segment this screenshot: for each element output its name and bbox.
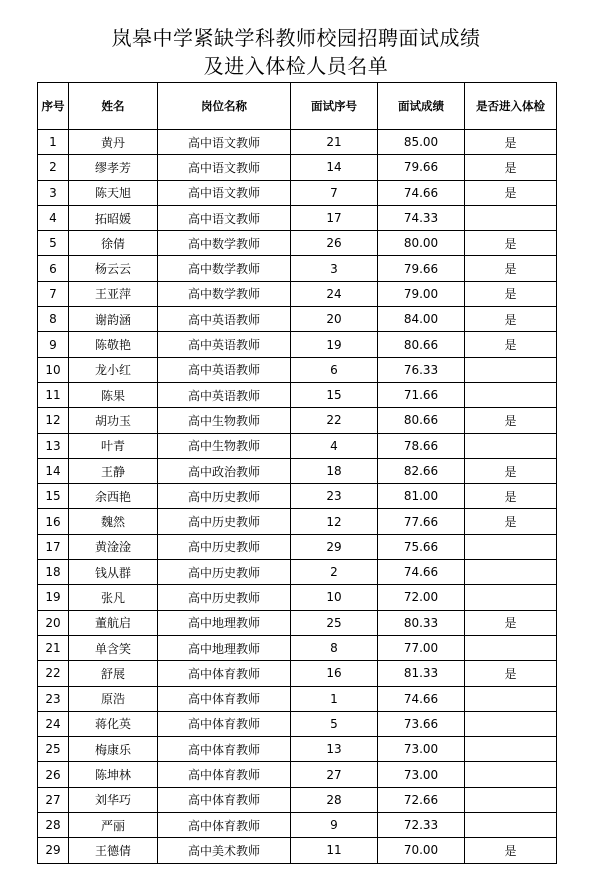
cell-interview-sequence: 9 [291,813,378,838]
cell-physical-exam [465,737,557,762]
cell-name: 单含笑 [69,635,158,660]
cell-name: 陈天旭 [69,180,158,205]
cell-serial-number: 9 [38,332,69,357]
cell-name: 谢韵涵 [69,307,158,332]
table-row [38,711,557,736]
cell-position: 高中英语教师 [158,382,291,407]
cell-name: 胡功玉 [69,408,158,433]
cell-physical-exam: 是 [465,484,557,509]
document-title-line-2: 及进入体检人员名单 [203,54,389,78]
table-row [38,686,557,711]
table-row [38,661,557,686]
cell-name: 王静 [69,458,158,483]
cell-interview-sequence: 28 [291,787,378,812]
cell-interview-score: 72.00 [378,585,465,610]
table-row [38,585,557,610]
table-row [38,155,557,180]
cell-physical-exam: 是 [465,180,557,205]
cell-interview-score: 77.00 [378,635,465,660]
table-row [38,130,557,155]
cell-name: 蒋化英 [69,711,158,736]
table-row [38,307,557,332]
cell-position: 高中体育教师 [158,661,291,686]
cell-interview-sequence: 25 [291,610,378,635]
cell-name: 魏然 [69,509,158,534]
cell-position: 高中英语教师 [158,357,291,382]
cell-serial-number: 16 [38,509,69,534]
cell-serial-number: 6 [38,256,69,281]
cell-position: 高中体育教师 [158,686,291,711]
cell-interview-score: 74.66 [378,180,465,205]
cell-serial-number: 15 [38,484,69,509]
cell-interview-score: 74.33 [378,205,465,230]
cell-serial-number: 13 [38,433,69,458]
table-row [38,180,557,205]
table-row [38,205,557,230]
cell-serial-number: 7 [38,281,69,306]
cell-physical-exam [465,787,557,812]
cell-position: 高中历史教师 [158,484,291,509]
cell-interview-sequence: 8 [291,635,378,660]
cell-position: 高中英语教师 [158,332,291,357]
table-row [38,534,557,559]
cell-serial-number: 3 [38,180,69,205]
cell-physical-exam [465,534,557,559]
cell-physical-exam: 是 [465,332,557,357]
cell-physical-exam [465,813,557,838]
cell-interview-sequence: 13 [291,737,378,762]
table-row [38,458,557,483]
table-row [38,231,557,256]
cell-serial-number: 5 [38,231,69,256]
cell-physical-exam [465,686,557,711]
header-interview-sequence: 面试序号 [291,83,378,130]
cell-serial-number: 14 [38,458,69,483]
cell-physical-exam [465,711,557,736]
cell-serial-number: 27 [38,787,69,812]
cell-physical-exam [465,205,557,230]
cell-interview-score: 79.66 [378,256,465,281]
cell-name: 叶青 [69,433,158,458]
cell-interview-score: 80.66 [378,332,465,357]
cell-position: 高中历史教师 [158,585,291,610]
cell-interview-sequence: 18 [291,458,378,483]
cell-name: 徐倩 [69,231,158,256]
cell-physical-exam [465,585,557,610]
cell-position: 高中数学教师 [158,256,291,281]
cell-interview-score: 80.33 [378,610,465,635]
cell-physical-exam [465,357,557,382]
table-row [38,357,557,382]
cell-physical-exam [465,560,557,585]
cell-serial-number: 20 [38,610,69,635]
cell-interview-score: 72.66 [378,787,465,812]
cell-name: 龙小红 [69,357,158,382]
cell-interview-score: 85.00 [378,130,465,155]
cell-interview-score: 80.00 [378,231,465,256]
cell-interview-sequence: 19 [291,332,378,357]
cell-interview-score: 70.00 [378,838,465,863]
table-row [38,838,557,863]
cell-serial-number: 22 [38,661,69,686]
cell-position: 高中体育教师 [158,813,291,838]
cell-name: 梅康乐 [69,737,158,762]
cell-position: 高中体育教师 [158,787,291,812]
table-row [38,256,557,281]
cell-serial-number: 28 [38,813,69,838]
cell-serial-number: 24 [38,711,69,736]
cell-name: 钱从群 [69,560,158,585]
table-row [38,484,557,509]
cell-position: 高中语文教师 [158,155,291,180]
cell-serial-number: 2 [38,155,69,180]
cell-physical-exam: 是 [465,610,557,635]
cell-interview-score: 79.00 [378,281,465,306]
cell-physical-exam: 是 [465,408,557,433]
cell-position: 高中地理教师 [158,610,291,635]
cell-interview-score: 77.66 [378,509,465,534]
cell-interview-sequence: 21 [291,130,378,155]
cell-physical-exam [465,433,557,458]
cell-physical-exam [465,762,557,787]
cell-position: 高中数学教师 [158,231,291,256]
cell-name: 舒展 [69,661,158,686]
cell-interview-sequence: 27 [291,762,378,787]
cell-interview-sequence: 22 [291,408,378,433]
table-header-row [38,83,557,130]
cell-interview-score: 74.66 [378,686,465,711]
cell-position: 高中生物教师 [158,408,291,433]
header-physical-exam: 是否进入体检 [465,83,557,130]
table-row [38,635,557,660]
cell-interview-score: 82.66 [378,458,465,483]
table-row [38,408,557,433]
cell-interview-sequence: 23 [291,484,378,509]
cell-position: 高中历史教师 [158,509,291,534]
cell-serial-number: 26 [38,762,69,787]
table-row [38,610,557,635]
header-interview-score: 面试成绩 [378,83,465,130]
cell-interview-sequence: 10 [291,585,378,610]
table-row [38,560,557,585]
cell-physical-exam: 是 [465,509,557,534]
cell-physical-exam: 是 [465,130,557,155]
cell-physical-exam [465,635,557,660]
table-row [38,433,557,458]
cell-serial-number: 23 [38,686,69,711]
cell-position: 高中历史教师 [158,534,291,559]
cell-position: 高中语文教师 [158,130,291,155]
cell-interview-score: 79.66 [378,155,465,180]
cell-interview-score: 81.00 [378,484,465,509]
cell-interview-sequence: 6 [291,357,378,382]
cell-interview-sequence: 4 [291,433,378,458]
cell-physical-exam: 是 [465,231,557,256]
cell-position: 高中数学教师 [158,281,291,306]
table-row [38,382,557,407]
cell-physical-exam: 是 [465,307,557,332]
cell-name: 黄淦淦 [69,534,158,559]
cell-serial-number: 4 [38,205,69,230]
cell-interview-score: 72.33 [378,813,465,838]
cell-name: 陈坤林 [69,762,158,787]
cell-physical-exam: 是 [465,458,557,483]
cell-interview-sequence: 5 [291,711,378,736]
cell-name: 严丽 [69,813,158,838]
cell-interview-sequence: 1 [291,686,378,711]
cell-name: 原浩 [69,686,158,711]
cell-serial-number: 29 [38,838,69,863]
cell-interview-sequence: 15 [291,382,378,407]
cell-interview-score: 84.00 [378,307,465,332]
header-name: 姓名 [69,83,158,130]
cell-physical-exam [465,382,557,407]
cell-interview-sequence: 16 [291,661,378,686]
cell-interview-sequence: 3 [291,256,378,281]
table-body [38,130,557,864]
cell-name: 杨云云 [69,256,158,281]
cell-interview-score: 80.66 [378,408,465,433]
cell-name: 张凡 [69,585,158,610]
table-row [38,281,557,306]
cell-interview-sequence: 20 [291,307,378,332]
cell-name: 董航启 [69,610,158,635]
cell-serial-number: 19 [38,585,69,610]
cell-position: 高中体育教师 [158,762,291,787]
header-serial-number: 序号 [38,83,69,130]
table-row [38,737,557,762]
cell-name: 黄丹 [69,130,158,155]
cell-interview-sequence: 24 [291,281,378,306]
cell-serial-number: 21 [38,635,69,660]
header-position: 岗位名称 [158,83,291,130]
cell-physical-exam: 是 [465,838,557,863]
cell-interview-sequence: 7 [291,180,378,205]
cell-serial-number: 8 [38,307,69,332]
cell-serial-number: 12 [38,408,69,433]
cell-interview-sequence: 11 [291,838,378,863]
cell-serial-number: 11 [38,382,69,407]
cell-serial-number: 18 [38,560,69,585]
table-row [38,787,557,812]
cell-position: 高中美术教师 [158,838,291,863]
cell-name: 陈果 [69,382,158,407]
cell-name: 刘华巧 [69,787,158,812]
cell-interview-sequence: 17 [291,205,378,230]
cell-interview-score: 78.66 [378,433,465,458]
cell-interview-sequence: 12 [291,509,378,534]
cell-interview-score: 73.00 [378,737,465,762]
cell-serial-number: 17 [38,534,69,559]
cell-physical-exam: 是 [465,661,557,686]
cell-interview-score: 74.66 [378,560,465,585]
cell-interview-sequence: 26 [291,231,378,256]
cell-position: 高中语文教师 [158,205,291,230]
cell-position: 高中英语教师 [158,307,291,332]
cell-position: 高中政治教师 [158,458,291,483]
cell-name: 王亚萍 [69,281,158,306]
cell-position: 高中体育教师 [158,711,291,736]
cell-physical-exam: 是 [465,281,557,306]
cell-name: 陈敬艳 [69,332,158,357]
table-row [38,509,557,534]
cell-interview-score: 75.66 [378,534,465,559]
cell-interview-score: 73.00 [378,762,465,787]
cell-position: 高中历史教师 [158,560,291,585]
cell-interview-sequence: 2 [291,560,378,585]
cell-serial-number: 25 [38,737,69,762]
cell-position: 高中生物教师 [158,433,291,458]
cell-interview-score: 76.33 [378,357,465,382]
cell-physical-exam: 是 [465,256,557,281]
interview-score-table [37,82,557,864]
cell-position: 高中语文教师 [158,180,291,205]
cell-interview-sequence: 14 [291,155,378,180]
cell-serial-number: 10 [38,357,69,382]
cell-position: 高中地理教师 [158,635,291,660]
document-title-line-1: 岚皋中学紧缺学科教师校园招聘面试成绩 [111,26,481,50]
cell-interview-score: 71.66 [378,382,465,407]
table-row [38,332,557,357]
cell-name: 余西艳 [69,484,158,509]
cell-name: 王德倩 [69,838,158,863]
table-row [38,762,557,787]
cell-physical-exam: 是 [465,155,557,180]
cell-serial-number: 1 [38,130,69,155]
cell-interview-score: 81.33 [378,661,465,686]
cell-name: 拓昭媛 [69,205,158,230]
cell-name: 缪孝芳 [69,155,158,180]
cell-interview-sequence: 29 [291,534,378,559]
cell-position: 高中体育教师 [158,737,291,762]
cell-interview-score: 73.66 [378,711,465,736]
table-row [38,813,557,838]
